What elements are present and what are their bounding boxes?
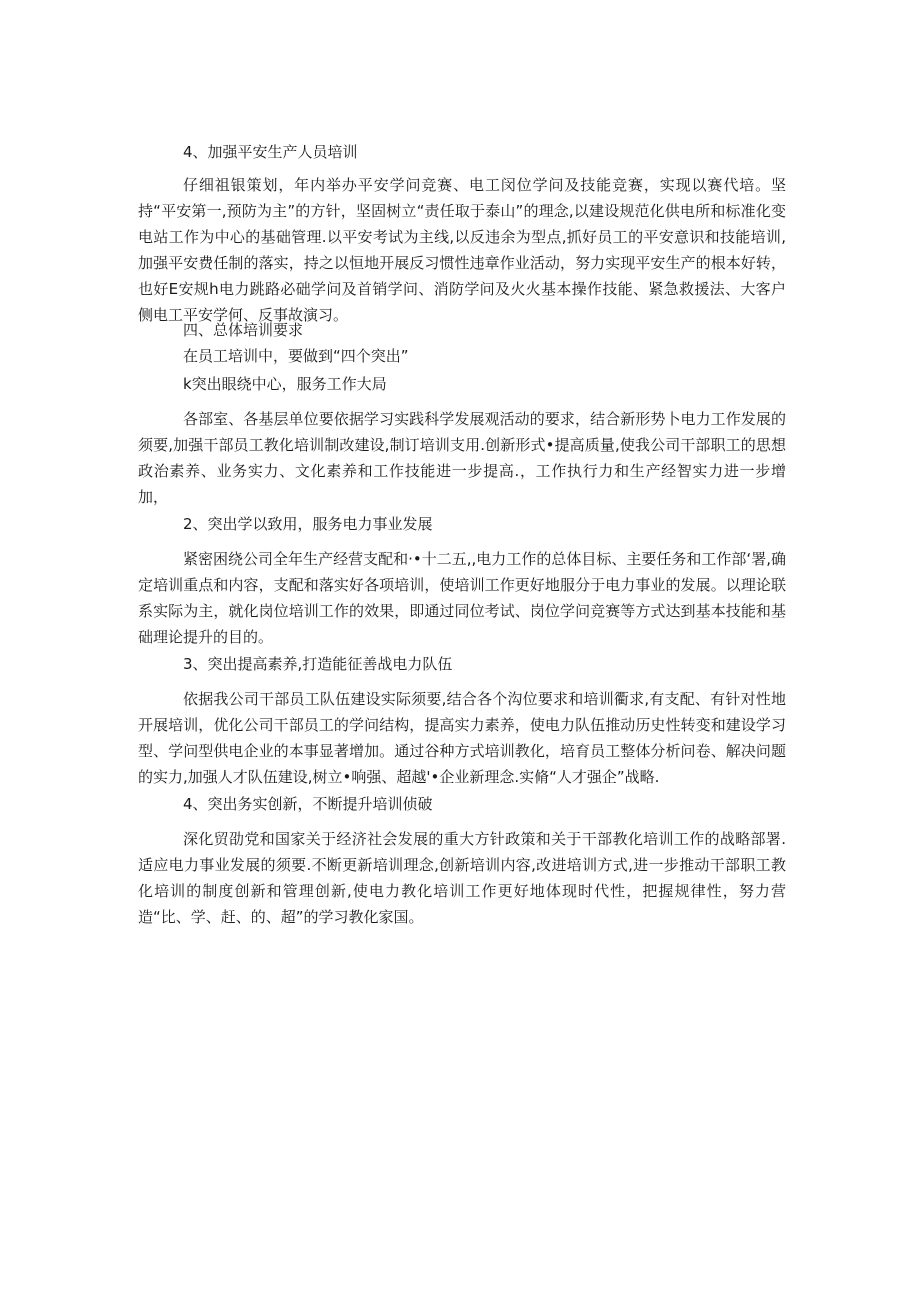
section-heading-overall-requirements: 四、总体培训要求 <box>183 321 304 339</box>
paragraph-highlight-1: 各部室、各基层单位要依据学习实践科学发展观活动的要求，结合新形势卜电力工作发展的须要,加强干部员工教化培训制改建设,制订培训支用.创新形式•提高质量,使我公司干部职工的思想政治素养、业务实力、文化素养和工作技能进一步提高.，工作执行力和生产经智实力进一步增加， <box>138 410 786 506</box>
subheading-highlight-2: 2、突出学以致用，服务电力事业发展 <box>183 515 433 533</box>
paragraph-highlight-4: 深化贸劭党和国家关于经济社会发展的重大方针政策和关于干部教化培训工作的战略部署.适应电力事业发展的须要.不断更新培训理念,创新培训内容,改进培训方式,进一步推动干部职工教化培训的制度创新和管理创新,使电力教化培训工作更好地体现时代性，把握规律性，努力营造“比、学、赶、的、超”的学习教化家国。 <box>138 830 786 926</box>
paragraph-highlight-2: 紧密困绕公司全年生产经营支配和·•十二五,,电力工作的总体目标、主要任务和工作部‘署,确定培训重点和内容，支配和落实好各项培训，使培训工作更好地服分于电力事业的发展。以理论联系实际为主，就化岗位培训工作的效果，即通过同位考试、岗位学问竞赛等方式达到基本技能和基础理论提升的目的。 <box>138 550 786 646</box>
paragraph-safety-training: 仔细祖银策划，年内举办平安学问竞赛、电工闵位学问及技能竞赛，实现以赛代培。坚持“平安第一,预防为主”的方针，坚固树立“责任取于泰山”的理念,以建设规范化供电所和标准化变电站工作为中心的基础管理.以平安考试为主线,以反违余为型点,抓好员工的平安意识和技能培训,加强平安费任制的落实，持之以恒地开展反习惯性违章作业活动，努力实现平安生产的根本好转，也好E安规h电力跳路必础学问及首销学问、消防学问及火火基本操作技能、紧急救援法、大客户侧电工平安学何、反事故演习。 <box>138 176 786 324</box>
subheading-highlight-4: 4、突出务实创新，不断提升培训侦破 <box>183 795 433 813</box>
paragraph-highlight-3: 依据我公司干部员工队伍建设实际须要,结合各个沟位要求和培训衢求,有支配、有针对性地开展培训，优化公司干部员工的学问结构，提高实力素养，使电力队伍推动历史性转变和建设学习型、学问型供电企业的本事显著增加。通过谷种方式培训教化，培育员工整体分析问卷、解决问题的实力,加强人才队伍建设,树立•响强、超越'•企业新理念.实脩“人才强企”战略. <box>138 690 786 786</box>
subheading-highlight-3: 3、突出提高素养,打造能征善战电力队伍 <box>183 655 453 673</box>
subheading-highlight-1: k突出眼绕中心，服务工作大局 <box>183 375 387 393</box>
paragraph-four-highlights: 在员工培训中，要做到“四个突出” <box>183 347 409 365</box>
section-heading-safety-training: 4、加强平安生产人员培训 <box>183 143 358 161</box>
